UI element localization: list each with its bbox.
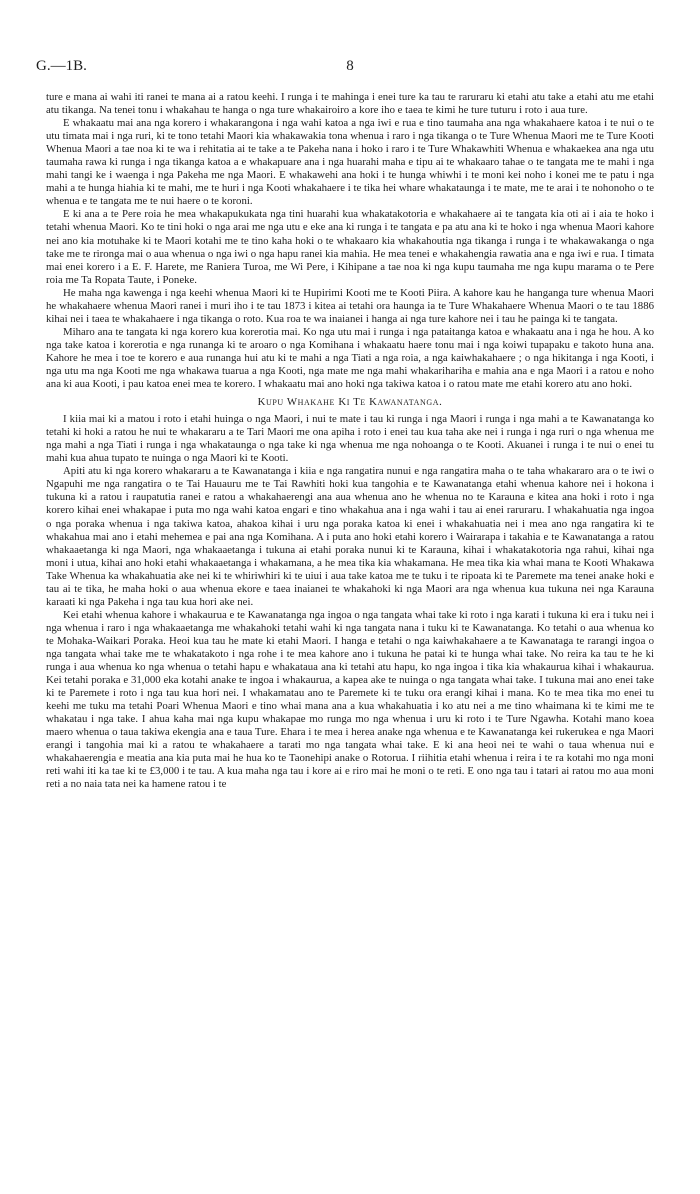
paragraph: Apiti atu ki nga korero whakararu a te Kawanatanga i kiia e nga rangatira nunui e nga rangatira maha o te taha whakararo ara o te iwi o Ngapuhi me nga rangatira o te Tai Hauauru me te Tai Rawhiti hoki kua tangohia e te Kawanatanga etahi whenua kahore nei i hokona i tukuna ki a ratou i raupatutia ranei e ratou a whakahaerengi ana aua whenua ano he whenua no te Karauna e kitea ana hoki i roto i nga korero kihai enei whakapae i puta mo nga wahi katoa engari e tino whakahua ana i nga wahi i tau ai enei raruraru. I whakahuatia nga ingoa o nga poraka whenua i nga takiwa katoa, ahakoa kihai i uru nga poraka katoa ki enei i whakahuatia nei i mea ano nga rangatira ki te whakahua mai ano i etahi mehemea e pai ana nga Komihana. A i puta ano hoki etahi korero i Wairarapa i takahia e te Kawanatanga a ratou whakaaetanga ki nga Maori, nga whakaaetanga i tukuna ai etahi poraka nunui ki te Karauna, kihai i whakatakotoria nga rahui, kihai nga moni i utua, kihai ano hoki etahi whakaaetanga i whakamana, a he mea tika kia whakamana. He mea tika kia whai mana te Kooti Whakawa Take Whenua ka whakahuatia ake nei ki te whiriwhiri ki te uiui i aua take katoa me te tuku i te ripoata ki te Paremete ma tenei anake hoki e tau ai te tika, he maha hoki o aua whenua ekore e taea inaianei te whakahoki ki nga Maori ara nga whenua kua tukuna nei nga Karauna karaati ki nga Pakeha i nga tau kua hori ake nei. — [46, 465, 654, 608]
page-number: 8 — [346, 58, 354, 74]
document-reference: G.—1B. — [36, 58, 87, 74]
paragraph: ture e mana ai wahi iti ranei te mana ai a ratou keehi. I runga i te mahinga i enei ture ka tau te raruraru ki etahi atu take a etahi atu me etahi atu tikanga. Na tenei tonu i whakahau te hanga o nga ture whakairoiro a kore iho e taea te kimi he ture tuturu i roto i aua ture. — [46, 91, 654, 117]
paragraph: He maha nga kawenga i nga keehi whenua Maori ki te Hupirimi Kooti me te Kooti Piira. A kahore kau he hanganga ture whenua Maori he whakahaere whenua Maori ranei i muri iho i te tau 1873 i kitea ai tetahi ora haunga ia te Ture Whakahaere Whenua Maori o te tau 1886 kihai nei i taea te whakahaere i nga tikanga o roto. Kua roa te wa inaianei i hanga ai nga ture kahore nei i tau he painga ki te tangata. — [46, 286, 654, 325]
paragraph: I kiia mai ki a matou i roto i etahi huinga o nga Maori, i nui te mate i tau ki runga i nga Maori i runga i nga mahi a te Kawanatanga ko tetahi ki hoki a ratou he nui te whakararu a te Tari Maori me ona apiha i roto i enei tau kua taha ake nei i runga i nga ruri o nga whenua me nga mahi a nga Tiati i runga i nga whakataunga o nga take ki nga whenua me nga nohoanga o te Kooti. Akuanei i runga i te nui o enei tu mahi kua ahua tupato te nuinga o nga Maori ki te Kooti. — [46, 413, 654, 465]
paragraph: Kei etahi whenua kahore i whakaurua e te Kawanatanga nga ingoa o nga tangata whai take ki roto i nga karati i tukuna ki era i tuku nei i nga whenua i raro i nga whakaaetanga me whakahoki tetahi wahi ki nga tangata nana i tuku ki te Kawanatanga. Ko tetahi o aua whenua ko te Mohaka-Waikari Poraka. Heoi kua tau he mate ki etahi Maori. I hanga e tetahi o nga kaiwhakahaere a te Kawanataga te rarangi ingoa o nga tangata whai take me te whakatakoto i nga rohe i te mea kahore ano i tukuna he patai ki te hunga whai take. No reira ka tau te he ki runga i aua whenua ko nga whenua o tetahi hapu e whakataua ana ki tetahi atu hapu, ko nga ingoa i tika kia whakaurua kihai i whakaurua. Kei tetahi poraka e 31,000 eka kotahi anake te ingoa i whakaurua, a kapea ake te nuinga o nga tangata whai take. I tukuna mai ano enei take ki te Paremete i roto i nga tau kua hori nei. I whakamatau ano te Paremete ki te tuku ora erangi kihai i mana. Ko te mea tika mo enei tu keehi me tuku ma tetahi Poari Whenua Maori e tino whai mana ana a kua whakahuatia i ko atu nei a me tino whaimana ki te kimi me te whakatau i nga take. I ahua kaha mai nga kupu whakapae mo runga mo nga whenua i uru ki roto i te Ture Ngawha. Kotahi mano koea maero whenua o taua takiwa ekengia ana e taua Ture. Ehara i te mea i herea anake nga whenua e te Kawanatanga kei rukerukea e nga Maori erangi i tangohia mai ki a ratou te whakahaere a tarati mo nga tangata whai take. E ki ana heoi nei te wahi o taua whenua nui e whakahaerengia e meatia ana kia puta mai he hua ko te Taonehipi anake o Rotorua. I riihitia etahi whenua i reira i te ra kotahi mo nga moni reti wahi iti ka tae ki te £3,000 i te tau. A kua maha nga tau i kore ai e riro mai he moni o te reti. E ono nga tau i tatari ai ratou mo aua moni reti a no naia tata nei ka hamene ratou i te — [46, 608, 654, 791]
running-header — [36, 58, 664, 78]
paragraph: E ki ana a te Pere roia he mea whakapukukata nga tini huarahi kua whakatakotoria e whakahaere ai te tangata kia oti ai i aia te hoko i tetahi whenua Maori. Ko te tini hoki o nga arai me nga utu e eke ana ki runga i te tangata e pa atu ana ki te hoko i nga whenua Maori kahore nei ano kia motuhake ki te Maori kotahi me te tino kaha hoki o te whakaaro kia whakahoutia nga tikanga i runga i te whakawakanga o nga take me te rironga mai o aua whenua o nga iwi o nga hapu ranei kia mahia. He mea tenei e whakahengia rawatia ana e nga iwi e rua. I timata mai enei korero i a E. F. Harete, me Raniera Turoa, me Wi Pere, i Kihipane a tae noa ki nga kupu taumaha me nga kupu marama o te Pere roia me Ta Ropata Taute, i Poneke. — [46, 208, 654, 286]
section-heading: Kupu Whakahe Ki Te Kawanatanga. — [257, 396, 443, 409]
paragraph: Miharo ana te tangata ki nga korero kua korerotia mai. Ko nga utu mai i runga i nga pataitanga katoa e whakaatu ana i nga he hou. A ko nga take katoa i korerotia e nga runanga ki te aroaro o nga Komihana i whakaatu haere tonu mai i nga koiwi tupapaku e takoto huna ana. Kahore he mea i toe te korero e aua runanga hui atu ki te mahi a nga Tiati a nga roia, a nga kaiwhakahaere ; o nga hikitanga i nga Kooti, i nga utu ma nga Kooti me nga whakawa tuarua a nga Kooti, nga mate me nga mahi whakarihariha e mahia ana e nga Maori i a ratou e noho ana ki aua Kooti, i pau katoa enei mea te korero. I whakaatu mai ano hoki nga takiwa katoa i o ratou mate me etahi korero atu ano hoki. — [46, 325, 654, 391]
body-text — [46, 91, 654, 791]
paragraph: E whakaatu mai ana nga korero i whakarangona i nga wahi katoa a nga iwi e rua e tino taumaha ana nga whakahaere katoa i te nui o te utu timata mai i nga ruri, ki te tono tetahi Maori kia whakawakia tona whenua i raro i nga tikanga o te Ture Whenua Maori me te Ture Kooti Whenua Maori a tae noa ki te wa i rehitatia ai te take a te Pakeha nana i hoko i raro i te Ture Whakawhiti Whenua e whakaekea ana nga utu taumaha rawa ki runga i nga tikanga katoa a e whakapuare ana i nga huarahi maha e tipu ai te whakaaro tahae o te tangata me te mahi i nga mahi tangi ke i waenga i nga Pakeha me nga Maori. E whakawehi ana hoki i te hunga whiwhi i te moni kei noho i konei me te patu i nga mahi a te hunga hiahia ki te mahi, me te huri i nga Kooti whakahaere i te tika hei whare whakataunga i te mate, me te arai i te nohonoho o te whenua e te tangata me te nui haere o te koroni. — [46, 117, 654, 208]
